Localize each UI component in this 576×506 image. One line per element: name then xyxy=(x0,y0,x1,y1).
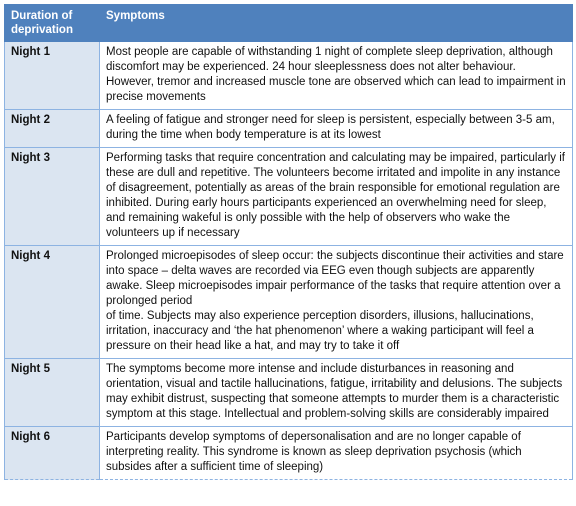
symptoms-text: of time. Subjects may also experience perception disorders, illusions, hallucinations, irritation, inaccuracy and ‘the hat phenomenon’ where a waking participant will feel a pressure on their head like a hat, and may try to take it off xyxy=(106,310,534,352)
table-header-row xyxy=(5,5,573,42)
symptoms-cell xyxy=(100,427,573,480)
night-label: Night 4 xyxy=(5,246,100,359)
table-row xyxy=(5,110,573,148)
symptoms-text: Most people are capable of withstanding 1 night of complete sleep deprivation, although discomfort may be experienced. 24 hour sleeplessness does not alter behaviour. However, tremor and increased muscle tone are observed which can lead to impairment in precise movements xyxy=(106,46,566,103)
sleep-deprivation-table-container xyxy=(4,4,572,480)
symptoms-text: A feeling of fatigue and stronger need for sleep is persistent, especially between 3-5 am, during the time when body temperature is at its lowest xyxy=(106,114,555,141)
header-symptoms: Symptoms xyxy=(100,5,573,42)
table-row xyxy=(5,427,573,480)
night-label: Night 3 xyxy=(5,148,100,246)
symptoms-text: Prolonged microepisodes of sleep occur: the subjects discontinue their activities and stare into space – delta waves are recorded via EEG even though subjects are apparently awake. Sleep microepisodes impair performance of the tasks that require attention over a prolonged period xyxy=(106,250,564,307)
symptoms-text: The symptoms become more intense and include disturbances in reasoning and orientation, visual and tactile hallucinations, fatigue, irritability and delusions. The subjects may exhibit distrust, suspecting that someone attempts to murder them is a characteristic symptom at this stage. Intellectual and problem-solving skills are considerably impaired xyxy=(106,363,563,420)
symptoms-text: Participants develop symptoms of depersonalisation and are no longer capable of interpreting reality. This syndrome is known as sleep deprivation psychosis (which subsides after a sufficient time of sleeping) xyxy=(106,431,522,473)
table-row xyxy=(5,42,573,110)
table-body xyxy=(5,42,573,480)
night-label: Night 1 xyxy=(5,42,100,110)
table-row xyxy=(5,246,573,359)
symptoms-cell xyxy=(100,110,573,148)
night-label: Night 6 xyxy=(5,427,100,480)
sleep-deprivation-table xyxy=(4,4,573,480)
header-duration: Duration of deprivation xyxy=(5,5,100,42)
symptoms-cell xyxy=(100,359,573,427)
symptoms-cell xyxy=(100,246,573,359)
symptoms-cell xyxy=(100,42,573,110)
night-label: Night 5 xyxy=(5,359,100,427)
table-row xyxy=(5,359,573,427)
table-row xyxy=(5,148,573,246)
symptoms-text: Performing tasks that require concentration and calculating may be impaired, particularly if these are dull and repetitive. The volunteers become irritated and impolite in any instance of disagreement, potentially as areas of the brain responsible for emotional regulation are inhibited. During early hours participants experienced an overwhelming need for sleep, and remaining wakeful is only possible with the help of observers who wake the volunteers up if necessary xyxy=(106,152,565,239)
night-label: Night 2 xyxy=(5,110,100,148)
symptoms-cell xyxy=(100,148,573,246)
